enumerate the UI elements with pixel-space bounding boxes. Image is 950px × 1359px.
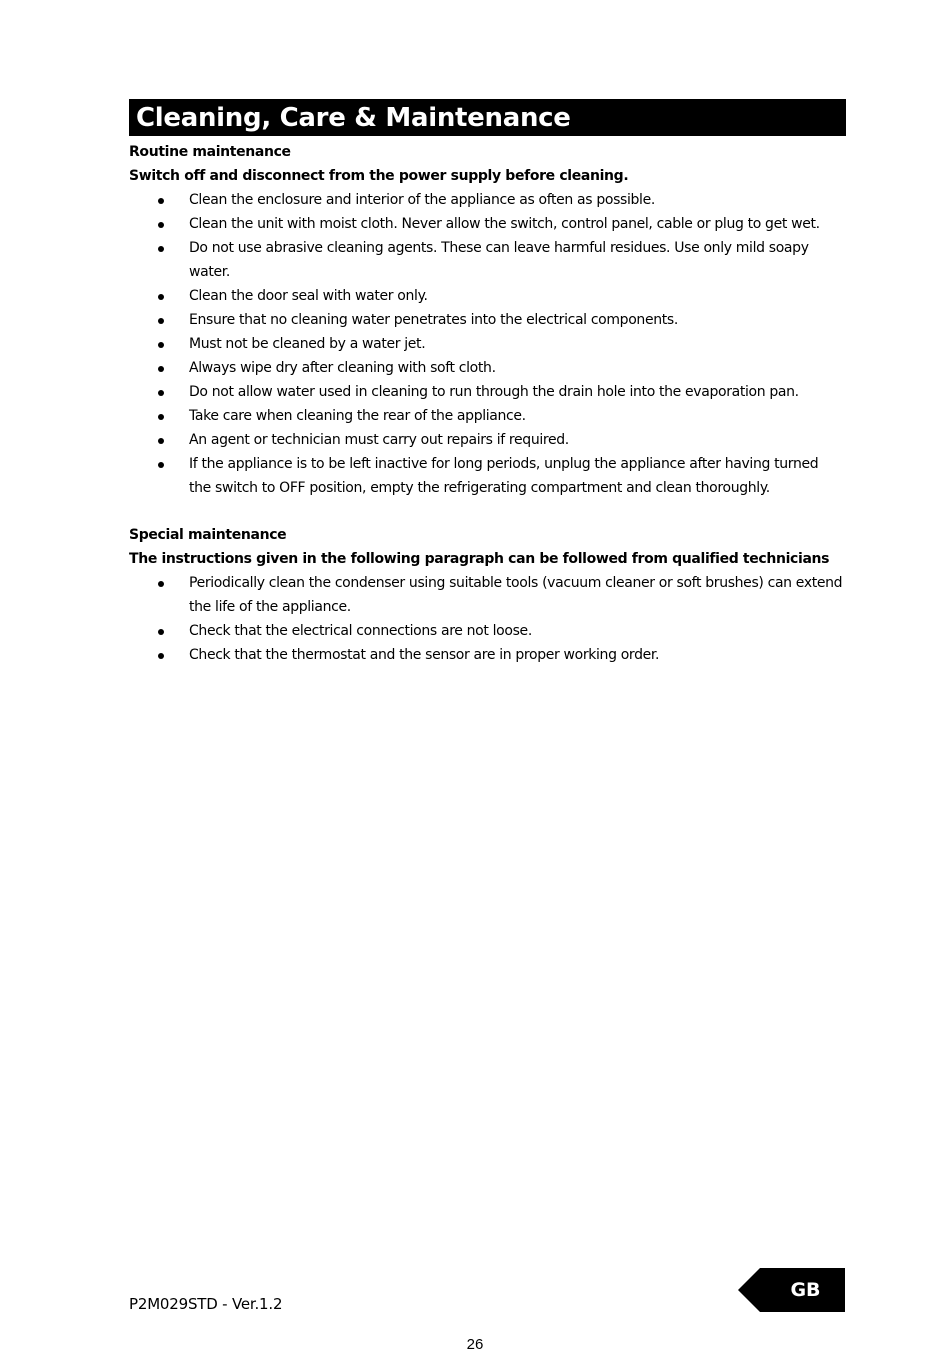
routine-maintenance-instruction: Switch off and disconnect from the power supply before cleaning. [129,168,629,184]
list-item [129,212,849,236]
list-item [129,284,849,308]
list-item [129,452,849,500]
list-item [129,643,849,667]
list-item [129,356,849,380]
bullet-icon [158,318,164,324]
list-item-text: Clean the unit with moist cloth. Never allow the switch, control panel, cable or plug to get wet. [189,216,820,232]
list-item-text: Do not allow water used in cleaning to run through the drain hole into the evaporation pan. [189,384,799,400]
special-maintenance-heading: Special maintenance [129,527,287,543]
section-title: Cleaning, Care & Maintenance [136,103,571,133]
list-item-text: Check that the thermostat and the sensor are in proper working order. [189,647,660,663]
list-item [129,380,849,404]
list-item [129,236,849,284]
section-content [129,140,849,667]
bullet-icon [158,653,164,659]
section-title-bar [129,99,846,136]
list-item-text: Clean the door seal with water only. [189,288,428,304]
list-item-text: Ensure that no cleaning water penetrates into the electrical components. [189,312,678,328]
bullet-icon [158,414,164,420]
list-item [129,571,849,619]
special-maintenance-list [129,571,849,667]
list-item-text: Take care when cleaning the rear of the appliance. [189,408,526,424]
list-item [129,404,849,428]
list-item [129,428,849,452]
bullet-icon [158,390,164,396]
bullet-icon [158,222,164,228]
document-version: P2M029STD - Ver.1.2 [129,1295,283,1313]
bullet-icon [158,246,164,252]
bullet-icon [158,581,164,587]
list-item-text: the switch to OFF position, empty the refrigerating compartment and clean thoroughly. [189,480,770,496]
list-item [129,332,849,356]
special-maintenance-instruction: The instructions given in the following paragraph can be followed from qualified technicians [129,551,830,567]
list-item-text: Periodically clean the condenser using suitable tools (vacuum cleaner or soft brushes) can extend [189,575,843,591]
bullet-icon [158,198,164,204]
language-tab [738,1268,845,1312]
page-number: 26 [466,1336,484,1353]
list-item [129,619,849,643]
list-item-text: Check that the electrical connections are not loose. [189,623,532,639]
list-item-text: Must not be cleaned by a water jet. [189,336,426,352]
routine-maintenance-list [129,188,849,500]
bullet-icon [158,342,164,348]
language-tab-label: GB [790,1279,821,1301]
list-item-text: water. [189,264,230,280]
bullet-icon [158,438,164,444]
list-item-text: An agent or technician must carry out repairs if required. [189,432,569,448]
list-item-text: Do not use abrasive cleaning agents. These can leave harmful residues. Use only mild soapy [189,240,809,256]
list-item-text: the life of the appliance. [189,599,351,615]
list-item-text: Clean the enclosure and interior of the appliance as often as possible. [189,192,655,208]
bullet-icon [158,462,164,468]
section-spacer [129,500,849,523]
bullet-icon [158,629,164,635]
routine-maintenance-heading: Routine maintenance [129,144,291,160]
list-item-text: If the appliance is to be left inactive for long periods, unplug the appliance after having turned [189,456,819,472]
list-item-text: Always wipe dry after cleaning with soft cloth. [189,360,496,376]
bullet-icon [158,294,164,300]
bullet-icon [158,366,164,372]
list-item [129,308,849,332]
list-item [129,188,849,212]
